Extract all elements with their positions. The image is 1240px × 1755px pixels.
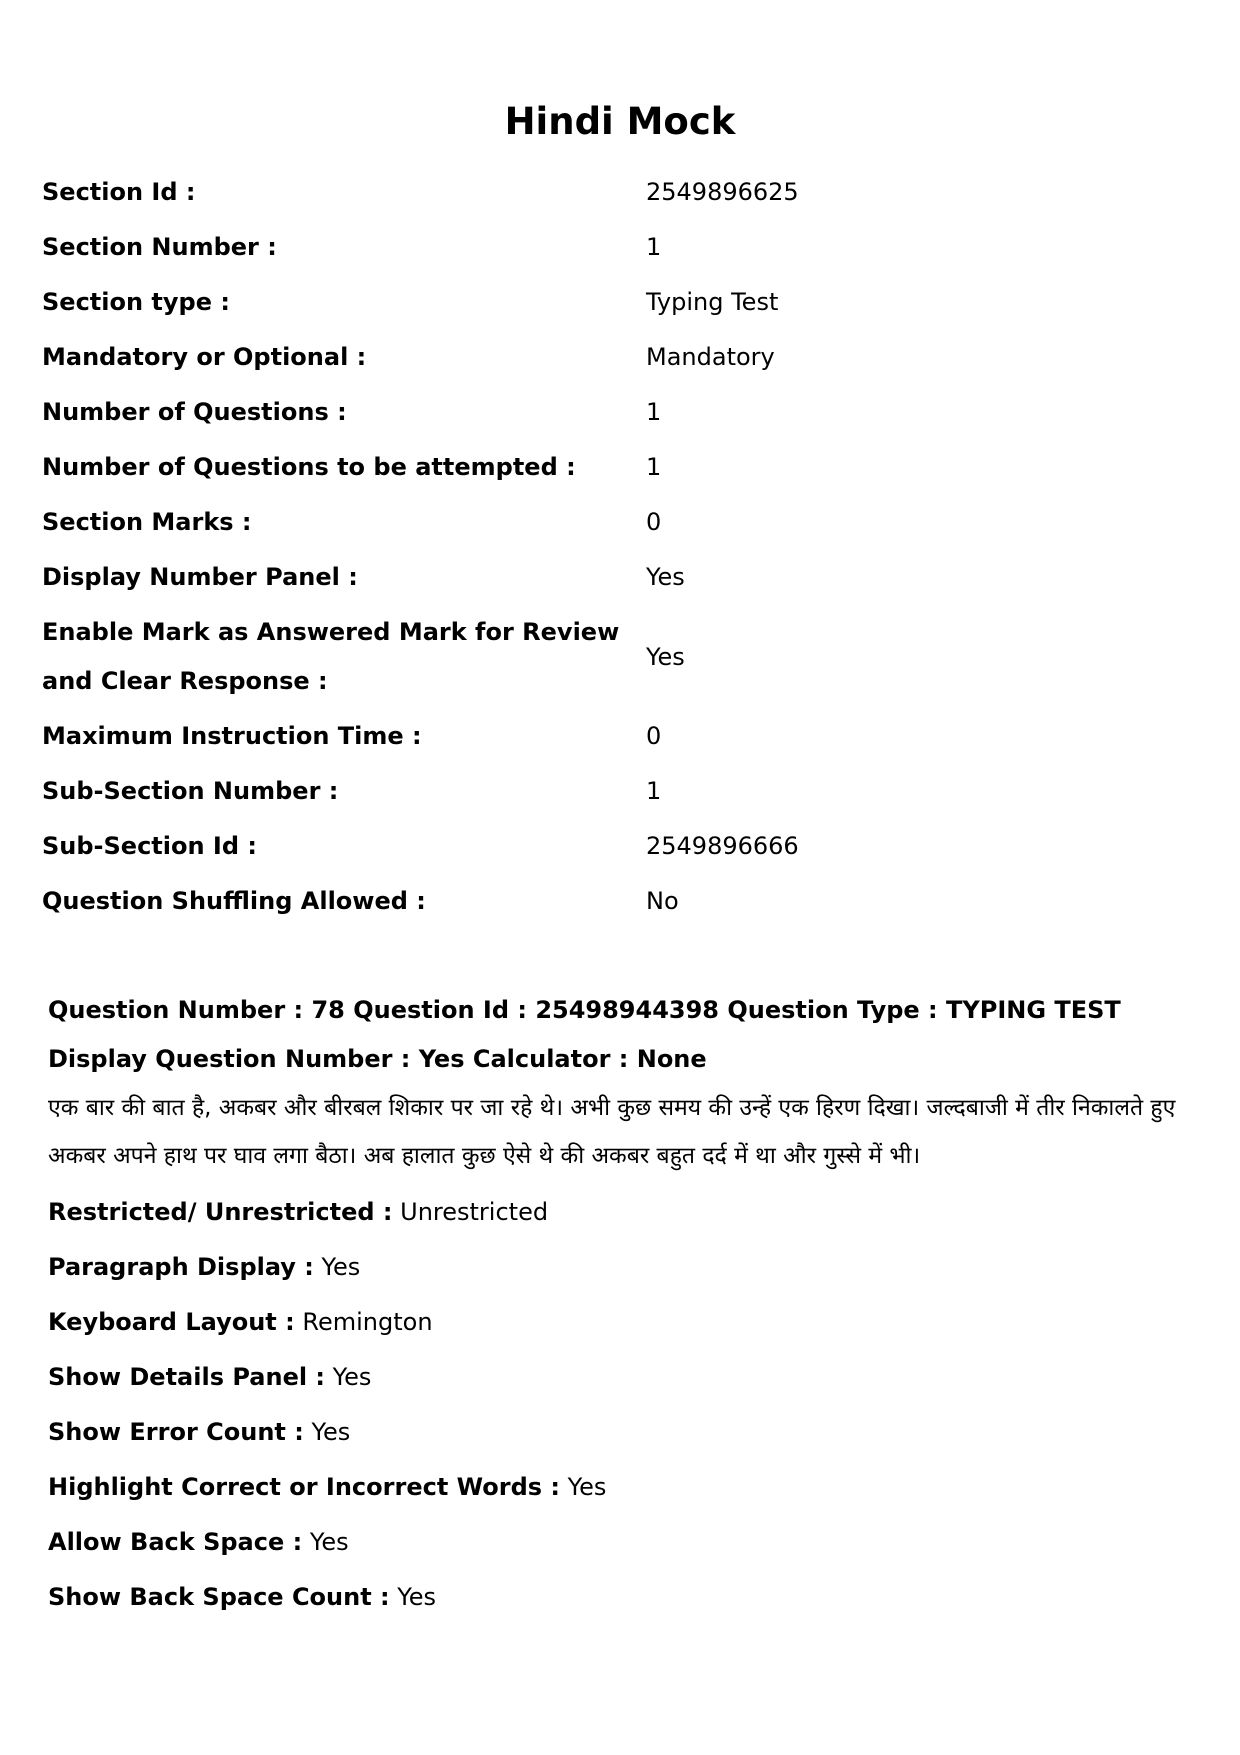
section-row-label: Question Shuffling Allowed : bbox=[42, 887, 426, 915]
section-row-label: Maximum Instruction Time : bbox=[42, 722, 422, 750]
property-value: Yes bbox=[311, 1418, 351, 1446]
section-row-value: 1 bbox=[646, 777, 662, 805]
question-block bbox=[48, 986, 1198, 1628]
question-property bbox=[48, 1463, 1198, 1518]
section-row bbox=[42, 874, 1202, 929]
property-value: Yes bbox=[397, 1583, 437, 1611]
section-row-value: Yes bbox=[646, 642, 685, 671]
section-row bbox=[42, 709, 1202, 764]
section-row-value: 1 bbox=[646, 233, 662, 261]
section-row-value: Typing Test bbox=[646, 288, 779, 316]
section-row-label: Sub-Section Id : bbox=[42, 832, 257, 860]
property-value: Yes bbox=[332, 1363, 372, 1391]
property-label: Restricted/ Unrestricted : bbox=[48, 1198, 393, 1226]
question-property bbox=[48, 1518, 1198, 1573]
question-property bbox=[48, 1188, 1198, 1243]
section-row-label: Section Number : bbox=[42, 233, 277, 261]
page-title: Hindi Mock bbox=[504, 100, 736, 143]
property-value: Yes bbox=[309, 1528, 349, 1556]
section-row-value: 2549896625 bbox=[646, 178, 799, 206]
section-row-label: Number of Questions : bbox=[42, 398, 347, 426]
section-row bbox=[42, 165, 1202, 220]
section-row-value: Mandatory bbox=[646, 343, 775, 371]
section-row-value: 0 bbox=[646, 722, 662, 750]
section-row-value: 0 bbox=[646, 508, 662, 536]
section-row bbox=[42, 819, 1202, 874]
section-row-value: 1 bbox=[646, 398, 662, 426]
property-label: Highlight Correct or Incorrect Words : bbox=[48, 1473, 561, 1501]
section-row bbox=[42, 495, 1202, 550]
question-property bbox=[48, 1353, 1198, 1408]
section-row bbox=[42, 550, 1202, 605]
section-row-label: Mandatory or Optional : bbox=[42, 343, 367, 371]
question-header: Question Number : 78 Question Id : 25498944398 Question Type : TYPING TEST Display Question Number : Yes Calculator : None bbox=[48, 996, 1121, 1073]
property-label: Show Details Panel : bbox=[48, 1363, 326, 1391]
property-label: Keyboard Layout : bbox=[48, 1308, 295, 1336]
question-property bbox=[48, 1298, 1198, 1353]
property-label: Allow Back Space : bbox=[48, 1528, 303, 1556]
property-label: Show Back Space Count : bbox=[48, 1583, 390, 1611]
section-row bbox=[42, 440, 1202, 495]
section-row-label: Enable Mark as Answered Mark for Review and Clear Response : bbox=[42, 618, 620, 695]
section-row-value: Yes bbox=[646, 563, 685, 591]
section-row-label: Display Number Panel : bbox=[42, 563, 358, 591]
section-details-table bbox=[42, 165, 1202, 929]
section-row bbox=[42, 275, 1202, 330]
section-row bbox=[42, 220, 1202, 275]
section-row-label: Section type : bbox=[42, 288, 230, 316]
section-row bbox=[42, 330, 1202, 385]
section-row-value: 2549896666 bbox=[646, 832, 799, 860]
section-row bbox=[42, 605, 1202, 709]
question-property bbox=[48, 1573, 1198, 1628]
section-row bbox=[42, 385, 1202, 440]
property-value: Remington bbox=[302, 1308, 433, 1336]
question-properties bbox=[48, 1188, 1198, 1628]
property-value: Yes bbox=[567, 1473, 607, 1501]
question-property bbox=[48, 1408, 1198, 1463]
section-row bbox=[42, 764, 1202, 819]
property-value: Yes bbox=[321, 1253, 361, 1281]
section-row-label: Number of Questions to be attempted : bbox=[42, 453, 576, 481]
section-row-value: No bbox=[646, 887, 679, 915]
section-row-label: Sub-Section Number : bbox=[42, 777, 339, 805]
question-passage: एक बार की बात है, अकबर और बीरबल शिकार पर जा रहे थे। अभी कुछ समय की उन्हें एक हिरण दिखा। जल्दबाजी में तीर निकालते हुए अकबर अपने हाथ पर घाव लगा बैठा। अब हालात कुछ ऐसे थे की अकबर बहुत दर्द में था और गुस्से में भी। bbox=[48, 1095, 1176, 1169]
property-value: Unrestricted bbox=[400, 1198, 549, 1226]
section-row-label: Section Marks : bbox=[42, 508, 252, 536]
section-row-label: Section Id : bbox=[42, 178, 196, 206]
section-row-value: 1 bbox=[646, 453, 662, 481]
property-label: Show Error Count : bbox=[48, 1418, 304, 1446]
property-label: Paragraph Display : bbox=[48, 1253, 314, 1281]
question-property bbox=[48, 1243, 1198, 1298]
